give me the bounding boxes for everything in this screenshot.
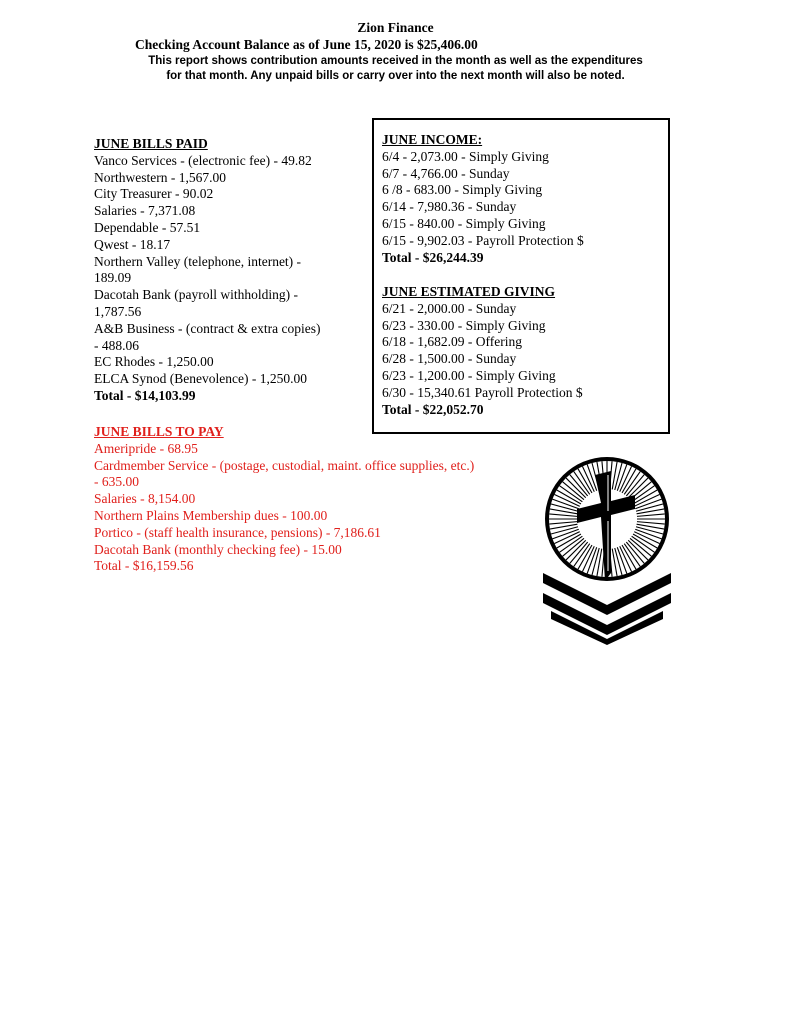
bills-paid-item: City Treasurer - 90.02	[94, 186, 214, 202]
estimated-giving-item: 6/30 - 15,340.61 Payroll Protection $	[382, 384, 583, 400]
bills-paid-total: Total - $14,103.99	[94, 387, 196, 403]
bills-paid-item: Dacotah Bank (payroll withholding) -	[94, 287, 298, 303]
bills-paid-item: 189.09	[94, 270, 132, 286]
bills-paid-item: Salaries - 7,371.08	[94, 203, 196, 219]
income-item: 6/4 - 2,073.00 - Simply Giving	[382, 148, 549, 164]
estimated-giving-item: 6/18 - 1,682.09 - Offering	[382, 334, 522, 350]
bills-to-pay-item: Northern Plains Membership dues - 100.00	[94, 507, 328, 523]
income-heading: JUNE INCOME:	[382, 132, 483, 147]
intro-line: This report shows contribution amounts received in the month as well as the expenditures	[148, 55, 643, 67]
income-item: 6/7 - 4,766.00 - Sunday	[382, 165, 510, 181]
estimated-giving-heading: JUNE ESTIMATED GIVING	[382, 284, 556, 299]
bills-paid-item: EC Rhodes - 1,250.00	[94, 354, 214, 370]
income-section	[382, 132, 584, 266]
bills-paid-item: Northern Valley (telephone, internet) -	[94, 253, 302, 269]
income-item: 6/15 - 9,902.03 - Payroll Protection $	[382, 232, 584, 248]
bills-paid-item: Northwestern - 1,567.00	[94, 169, 226, 185]
bills-paid-item: Qwest - 18.17	[94, 236, 171, 252]
bills-paid-item: 1,787.56	[94, 303, 142, 319]
bills-paid-item: Vanco Services - (electronic fee) - 49.82	[94, 152, 312, 168]
intro-paragraph	[0, 54, 791, 84]
bills-to-pay-heading: JUNE BILLS TO PAY	[94, 424, 224, 439]
bills-to-pay-section	[94, 424, 474, 575]
income-item: 6/15 - 840.00 - Simply Giving	[382, 215, 546, 231]
estimated-giving-item: 6/23 - 330.00 - Simply Giving	[382, 317, 546, 333]
bills-paid-item: Dependable - 57.51	[94, 219, 201, 235]
bills-paid-heading: JUNE BILLS PAID	[94, 136, 208, 151]
bills-to-pay-item: Salaries - 8,154.00	[94, 491, 196, 507]
estimated-giving-item: 6/21 - 2,000.00 - Sunday	[382, 300, 517, 316]
bills-to-pay-item: - 635.00	[94, 474, 139, 490]
bills-to-pay-item: Portico - (staff health insurance, pensions) - 7,186.61	[94, 524, 381, 540]
bills-paid-item: - 488.06	[94, 337, 139, 353]
document-title: Zion Finance	[357, 20, 434, 35]
intro-line: for that month. Any unpaid bills or carry over into the next month will also be noted.	[166, 70, 625, 82]
estimated-giving-section	[382, 284, 583, 418]
income-total: Total - $26,244.39	[382, 249, 484, 265]
estimated-giving-item: 6/23 - 1,200.00 - Simply Giving	[382, 367, 556, 383]
balance-subtitle: Checking Account Balance as of June 15, 2020 is $25,406.00	[135, 37, 478, 52]
income-item: 6/14 - 7,980.36 - Sunday	[382, 199, 517, 215]
bills-to-pay-item: Dacotah Bank (monthly checking fee) - 15.00	[94, 541, 342, 557]
bills-paid-item: A&B Business - (contract & extra copies)	[94, 320, 321, 336]
estimated-giving-total: Total - $22,052.70	[382, 401, 484, 417]
bills-to-pay-total: Total - $16,159.56	[94, 558, 194, 574]
bills-paid-item: ELCA Synod (Benevolence) - 1,250.00	[94, 371, 307, 387]
cross-sunburst-logo-icon	[537, 455, 677, 650]
bills-to-pay-item: Cardmember Service - (postage, custodial, maint. office supplies, etc.)	[94, 457, 475, 473]
bills-to-pay-item: Ameripride - 68.95	[94, 440, 198, 456]
bills-paid-section	[94, 136, 364, 405]
estimated-giving-item: 6/28 - 1,500.00 - Sunday	[382, 351, 517, 367]
income-item: 6 /8 - 683.00 - Simply Giving	[382, 182, 543, 198]
